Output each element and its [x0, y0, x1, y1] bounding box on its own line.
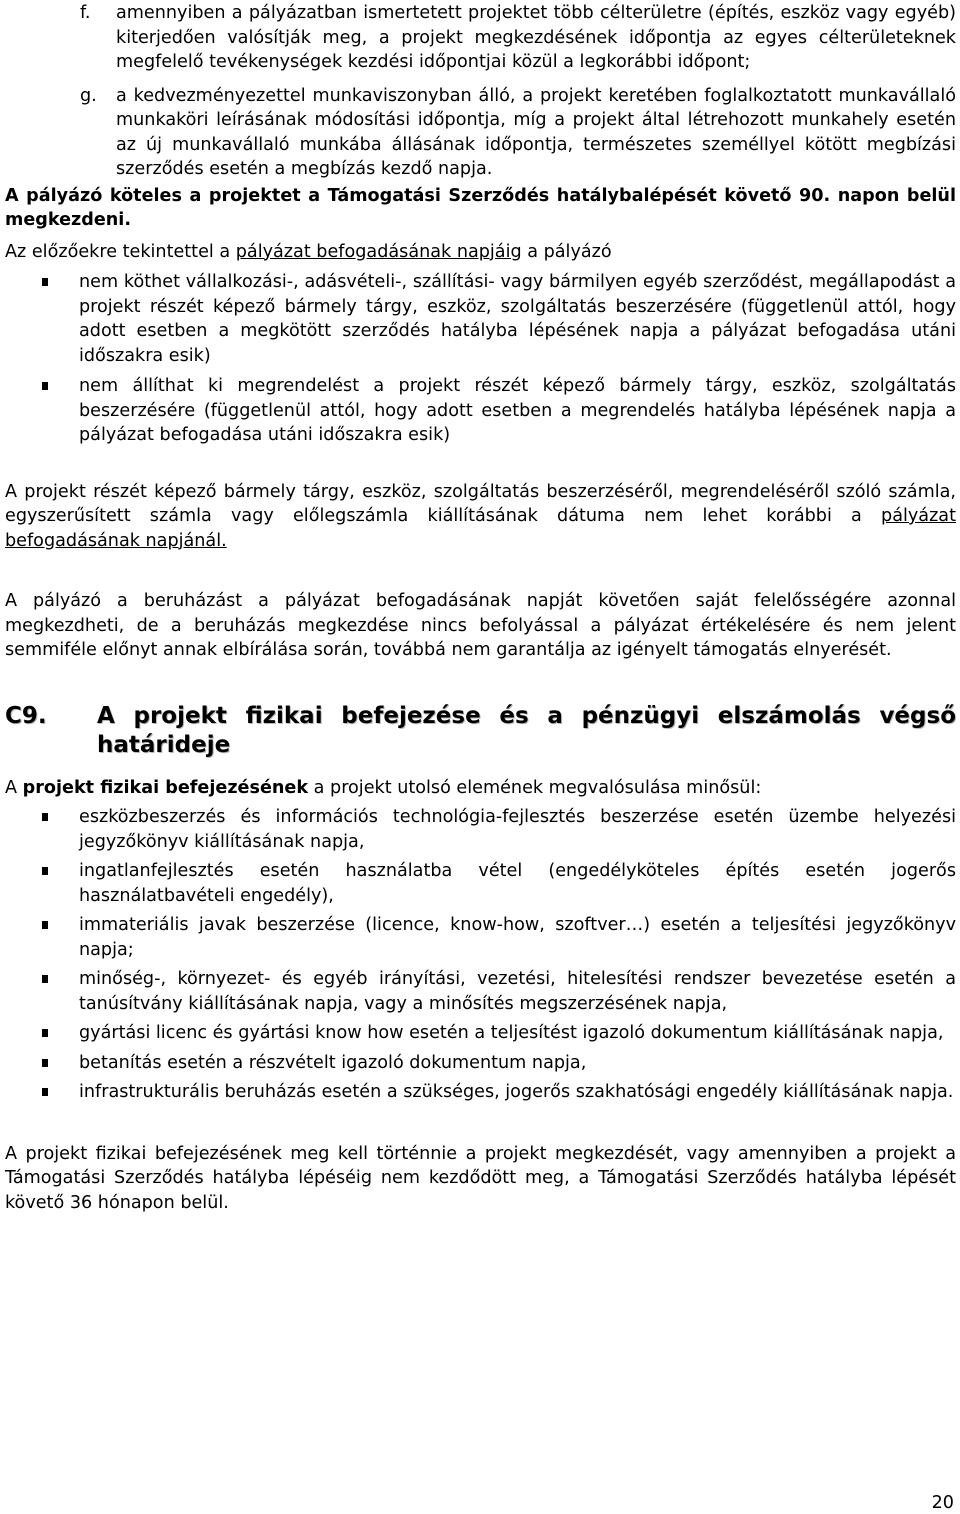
bullet-icon [42, 1059, 48, 1067]
intro-paragraph: Az előzőekre tekintettel a pályázat befogadásának napjáig a pályázó [5, 241, 612, 262]
bullet-icon [42, 382, 48, 390]
list-marker: g. [80, 85, 97, 106]
bullet-icon [42, 1088, 48, 1096]
bold-notice: A pályázó köteles a projektet a Támogatási Szerződés hatálybalépését követő 90. napon belül megkezdeni. [5, 185, 956, 230]
completion-item: minőség-, környezet- és egyéb irányítási, vezetési, hitelesítési rendszer bevezetése esetén a tanúsítvány kiállításának napja, vagy a minősítés megszerzésének napja, [5, 967, 956, 1016]
restriction-item: nem köthet vállalkozási-, adásvételi-, szállítási- vagy bármilyen egyéb szerződést, megállapodást a projekt részét képező bármely tárgy, eszköz, szolgáltatás beszerzésére (függetlenül attól, hogy adott esetben a megkötött szerződés hatályba lépésének napja a pályázat befogadása utáni időszakra esik) [5, 270, 956, 368]
completion-item: eszközbeszerzés és információs technológia-fejlesztés beszerzése esetén üzembe helyezési jegyzőkönyv kiállításának napja, [5, 805, 956, 854]
list-item-g [5, 84, 956, 182]
bullet-icon [42, 813, 48, 821]
section-number: C9. [5, 702, 47, 729]
bullet-icon [42, 921, 48, 929]
list-marker: f. [80, 3, 91, 23]
list-item-f [5, 1, 956, 75]
list-item-text: a kedvezményezettel munkaviszonyban álló, a projekt keretében foglalkoztatott munkavállaló munkaköri leírásának módosítási időpontja, míg a projekt által létrehozott munkahely esetén az új munkavállaló munkába állásának időpontja, természetes személlyel kötött megbízási szerződés esetén a megbízás kezdő napja. [116, 85, 956, 179]
completion-item: gyártási licenc és gyártási know how esetén a teljesítést igazoló dokumentum kiállításának napja, [5, 1021, 956, 1046]
completion-item: immateriális javak beszerzése (licence, know-how, szoftver…) esetén a teljesítési jegyzőkönyv napja; [5, 913, 956, 962]
completion-intro: A projekt fizikai befejezésének a projekt utolsó elemének megvalósulása minősül: [5, 777, 762, 798]
section-heading [5, 702, 956, 760]
completion-item: infrastrukturális beruházás esetén a szükséges, jogerős szakhatósági engedély kiállításának napja. [5, 1080, 956, 1105]
invoice-paragraph: A projekt részét képező bármely tárgy, eszköz, szolgáltatás beszerzéséről, megrendeléséről szóló számla, egyszerűsített számla vagy előlegszámla kiállításának dátuma nem lehet korábbi a pályázat befogadásának napjánál. [5, 481, 956, 551]
completion-item: ingatlanfejlesztés esetén használatba vétel (engedélyköteles építés esetén jogerős használatbavételi engedély), [5, 859, 956, 908]
list-item-text: amennyiben a pályázatban ismertetett projektet több célterületre (építés, eszköz vagy egyéb) kiterjedően valósítják meg, a projekt megkezdésének időpontja az egyes célterületeknek megfelelő tevékenységek kezdési időpontjai közül a legkorábbi időpont; [116, 3, 956, 72]
document-page [5, 0, 956, 1215]
completion-item: betanítás esetén a részvételt igazoló dokumentum napja, [5, 1051, 956, 1076]
bullet-icon [42, 1029, 48, 1037]
bullet-icon [42, 975, 48, 983]
restriction-item: nem állíthat ki megrendelést a projekt részét képező bármely tárgy, eszköz, szolgáltatás beszerzésére (függetlenül attól, hogy adott esetben a megrendelés hatályba lépésének napja a pályázat befogadása utáni időszakra esik) [5, 374, 956, 448]
page-number: 20 [931, 1493, 954, 1513]
section-title: A projekt fizikai befejezése és a pénzügyi elszámolás végső határideje [97, 702, 956, 758]
investment-paragraph: A pályázó a beruházást a pályázat befogadásának napját követően saját felelősségére azonnal megkezdheti, de a beruházás megkezdése nincs befolyással a pályázat értékelésére és nem jelent semmiféle előnyt annak elbírálása során, továbbá nem garantálja az igényelt támogatás elnyerését. [5, 591, 956, 660]
final-paragraph: A projekt fizikai befejezésének meg kell történnie a projekt megkezdését, vagy amennyiben a projekt a Támogatási Szerződés hatályba lépéséig nem kezdődött meg, a Támogatási Szerződés hatályba lépését követő 36 hónapon belül. [5, 1143, 956, 1213]
bullet-icon [42, 867, 48, 875]
bullet-icon [42, 278, 48, 286]
